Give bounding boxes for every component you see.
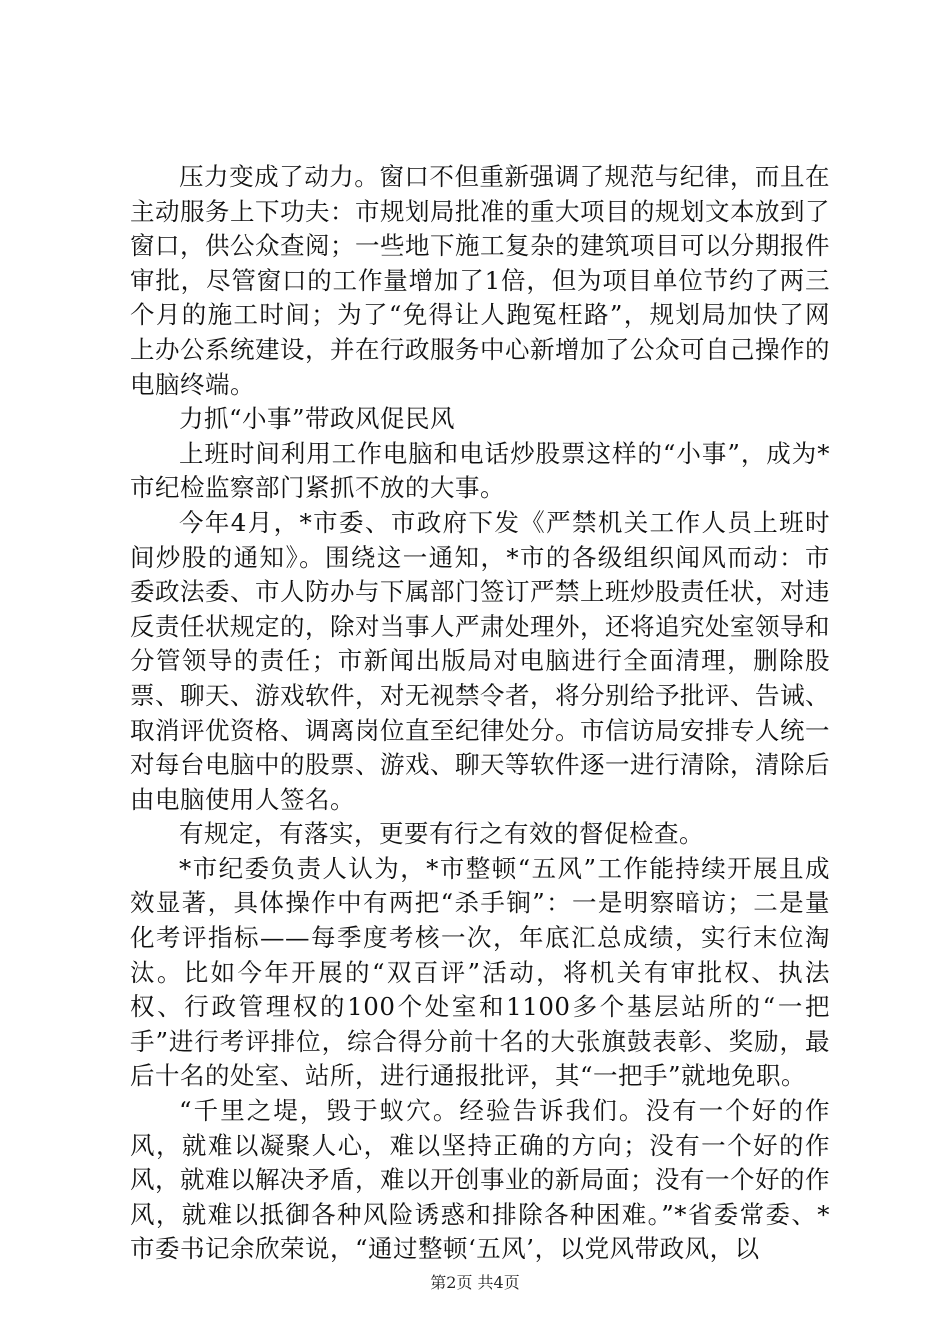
page-number-label: 第2页 共4页 <box>430 1273 520 1292</box>
paragraph-4: 有规定，有落实，更要有行之有效的督促检查。 <box>179 819 704 849</box>
paragraph-3: 今年4月，*市委、市政府下发《严禁机关工作人员上班时间炒股的通知》。围绕这一通知，*市的各级组织闻风而动：市委政法委、市人防办与下属部门签订严禁上班炒股责任状，对违反责任状规定的，除对当事人严肃处理外，还将追究处室领导和分管领导的责任；市新闻出版局对电脑进行全面清理，删除股票、聊天、游戏软件，对无视禁令者，将分别给予批评、告诫、取消评优资格、调离岗位直至纪律处分。市信访局安排专人统一对每台电脑中的股票、游戏、聊天等软件逐一进行清除，清除后由电脑使用人签名。 <box>130 507 830 814</box>
paragraph-5: *市纪委负责人认为，*市整顿“五风”工作能持续开展且成效显著，具体操作中有两把“杀手锏”：一是明察暗访；二是量化考评指标——每季度考核一次，年底汇总成绩，实行末位淘汰。比如今年开展的“双百评”活动，将机关有审批权、执法权、行政管理权的100个处室和1100多个基层站所的“一把手”进行考评排位，综合得分前十名的大张旗鼓表彰、奖励，最后十名的处室、站所，进行通报批评，其“一把手”就地免职。 <box>130 853 830 1091</box>
paragraph-2: 上班时间利用工作电脑和电话炒股票这样的“小事”，成为*市纪检监察部门紧抓不放的大事。 <box>130 438 830 503</box>
paragraph-1: 压力变成了动力。窗口不但重新强调了规范与纪律，而且在主动服务上下功夫：市规划局批准的重大项目的规划文本放到了窗口，供公众查阅；一些地下施工复杂的建筑项目可以分期报件审批，尽管窗口的工作量增加了1倍，但为项目单位节约了两三个月的施工时间；为了“免得让人跑冤枉路”，规划局加快了网上办公系统建设，并在行政服务中心新增加了公众可自己操作的电脑终端。 <box>130 162 830 399</box>
document-body <box>130 160 830 1267</box>
section-heading: 力抓“小事”带政风促民风 <box>179 404 456 434</box>
paragraph-6: “千里之堤，毁于蚁穴。经验告诉我们。没有一个好的作风，就难以凝聚人心，难以坚持正确的方向；没有一个好的作风，就难以解决矛盾，难以开创事业的新局面；没有一个好的作风，就难以抵御各种风险诱惑和排除各种困难。”*省委常委、*市委书记余欣荣说，“通过整顿‘五风’，以党风带政风，以 <box>130 1096 830 1264</box>
page-footer <box>0 1270 950 1293</box>
